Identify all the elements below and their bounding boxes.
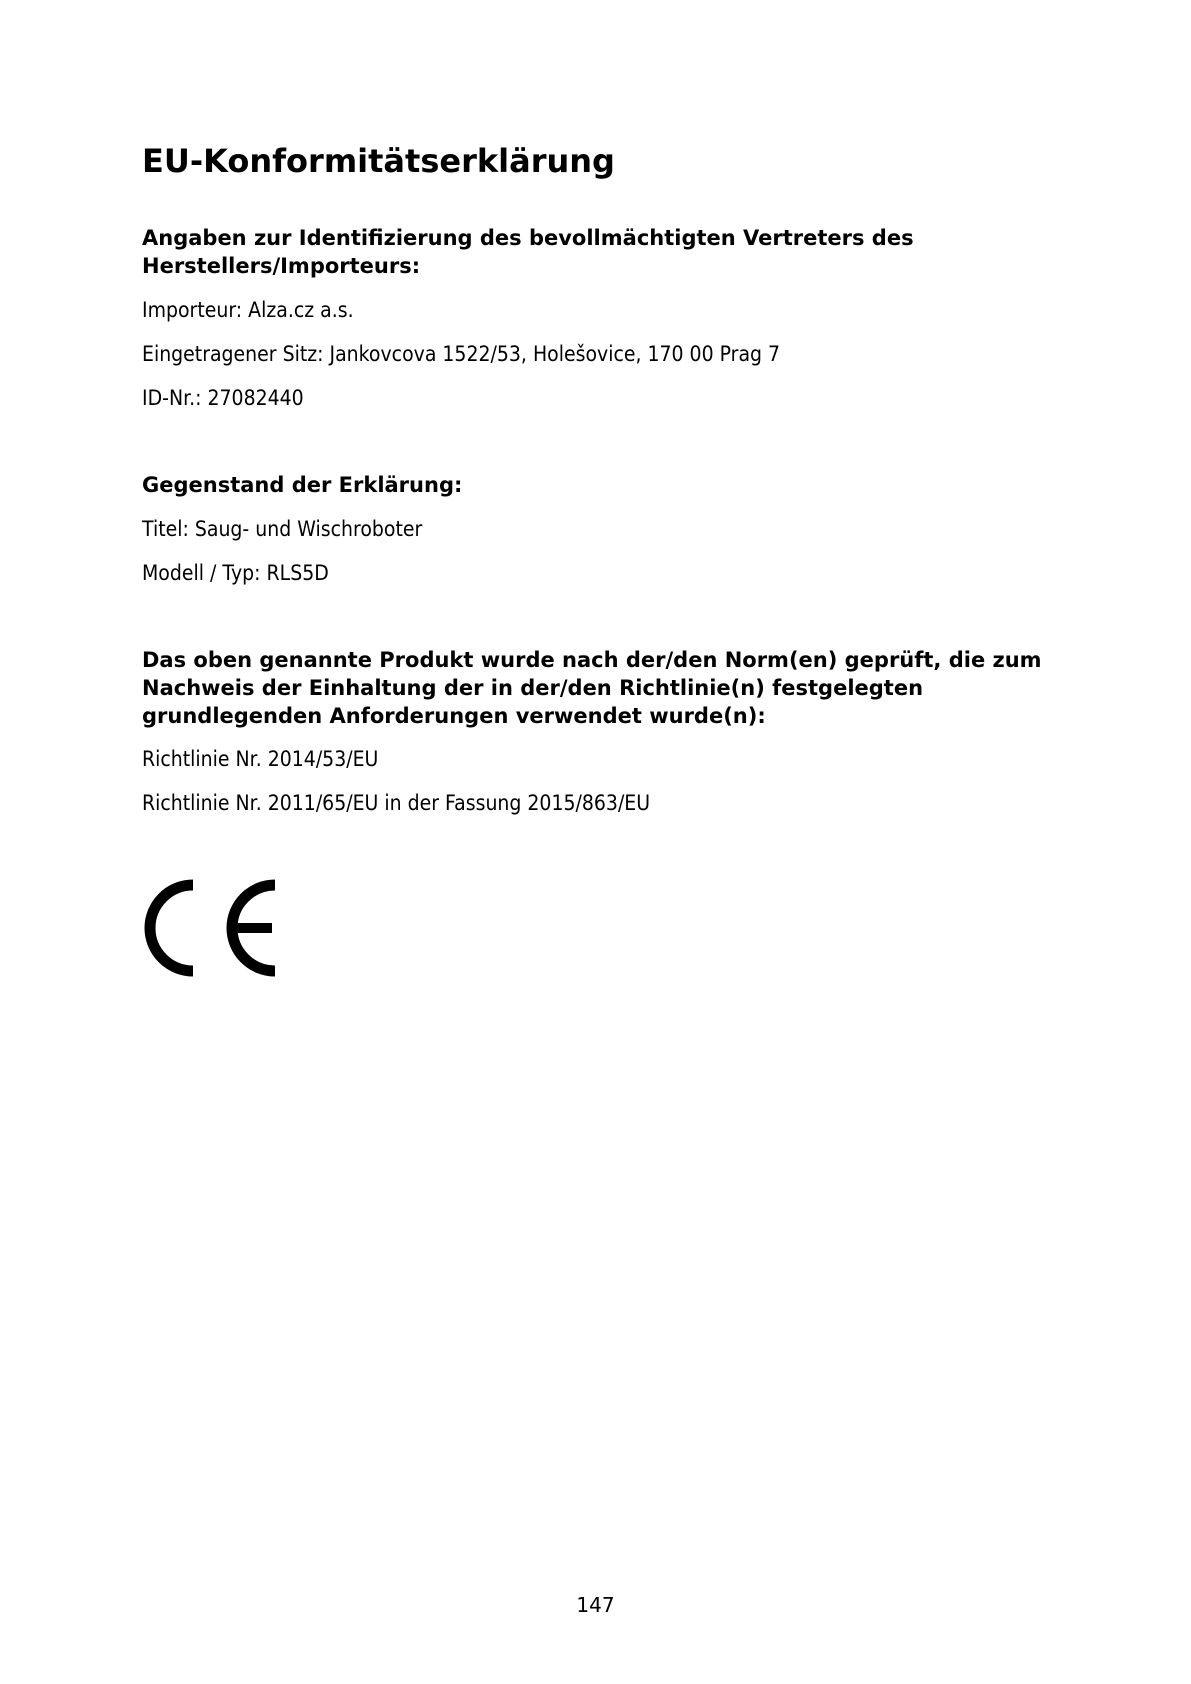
importer-line: Importeur: Alza.cz a.s. (142, 298, 354, 322)
id-number-line: ID-Nr.: 27082440 (142, 386, 304, 410)
directive-line: Richtlinie Nr. 2011/65/EU in der Fassung 2015/863/EU (142, 791, 651, 815)
page-title: EU-Konformitätserklärung (142, 142, 615, 180)
directive-line: Richtlinie Nr. 2014/53/EU (142, 747, 379, 771)
model-type-line: Modell / Typ: RLS5D (142, 561, 329, 585)
ce-mark-icon (142, 877, 282, 979)
identification-heading: Angaben zur Identifizierung des bevollmächtigten Vertreters des Herstellers/Importeurs: (142, 226, 914, 278)
product-title-line: Titel: Saug- und Wischroboter (142, 517, 423, 541)
page-number: 147 (576, 1593, 615, 1617)
standards-heading: Das oben genannte Produkt wurde nach der/den Norm(en) geprüft, die zum Nachweis der Einhaltung der in der/den Richtlinie(n) festgelegten grundlegenden Anforderungen verwendet wurde(n): (142, 648, 1042, 728)
registered-office-line: Eingetragener Sitz: Jankovcova 1522/53, Holešovice, 170 00 Prag 7 (142, 342, 781, 366)
subject-heading: Gegenstand der Erklärung: (142, 473, 463, 497)
